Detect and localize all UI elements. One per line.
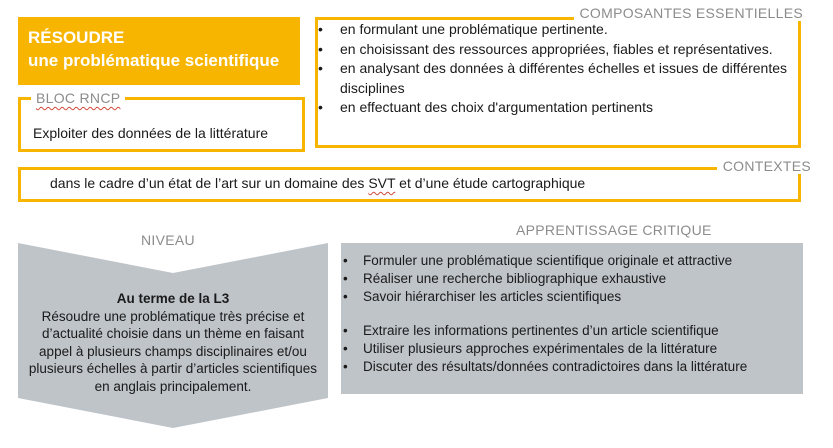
rncp-label-text: BLOC RNCP xyxy=(36,90,121,106)
components-list xyxy=(318,20,798,118)
apprentissage-item: • Réaliser une recherche bibliographique exhaustive xyxy=(343,270,799,288)
apprentissage-item: • Savoir hiérarchiser les articles scientifiques xyxy=(343,288,799,306)
components-item: • en choisissant des ressources appropriées, fiables et représentatives. xyxy=(318,40,798,60)
apprentissage-list xyxy=(343,252,799,376)
title-line-1: RÉSOUDRE xyxy=(28,28,125,47)
components-item: • en effectuant des choix d'argumentation pertinents xyxy=(318,98,798,118)
niveau-label: NIVEAU xyxy=(141,232,195,248)
apprentissage-spacer xyxy=(343,306,799,322)
apprentissage-item: • Formuler une problématique scientifique originale et attractive xyxy=(343,252,799,270)
contexts-text-svt: SVT xyxy=(368,175,396,191)
apprentissage-item: • Extraire les informations pertinentes d’un article scientifique xyxy=(343,322,799,340)
title-block xyxy=(18,17,300,85)
rncp-text: Exploiter des données de la littérature xyxy=(33,125,269,141)
niveau-text xyxy=(24,290,322,395)
components-item: • en analysant des données à différentes échelles et issues de différentes disciplines xyxy=(318,59,798,98)
components-item: • en formulant une problématique pertinente. xyxy=(318,20,798,40)
components-label: COMPOSANTES ESSENTIELLES xyxy=(574,5,809,21)
contexts-text-after: et d’une étude cartographique xyxy=(395,175,586,191)
niveau-heading: Au terme de la L3 xyxy=(116,291,230,306)
title-line-2: une problématique scientifique xyxy=(28,51,280,70)
contexts-text xyxy=(50,175,585,191)
rncp-label xyxy=(31,90,125,106)
apprentissage-item: • Discuter des résultats/données contradictoires dans la littérature xyxy=(343,358,799,376)
niveau-body: Résoudre une problématique très précise et d’actualité choisie dans un thème en faisant appel à plusieurs champs disciplinaires et/ou plusieurs échelles à partir d’articles scientifiques en anglais principalement. xyxy=(28,308,318,394)
apprentissage-item: • Utiliser plusieurs approches expérimentales de la littérature xyxy=(343,340,799,358)
apprentissage-label: APPRENTISSAGE CRITIQUE xyxy=(516,222,712,238)
contexts-text-before: dans le cadre d’un état de l’art sur un domaine des xyxy=(50,175,369,191)
contexts-label: CONTEXTES xyxy=(717,158,817,174)
